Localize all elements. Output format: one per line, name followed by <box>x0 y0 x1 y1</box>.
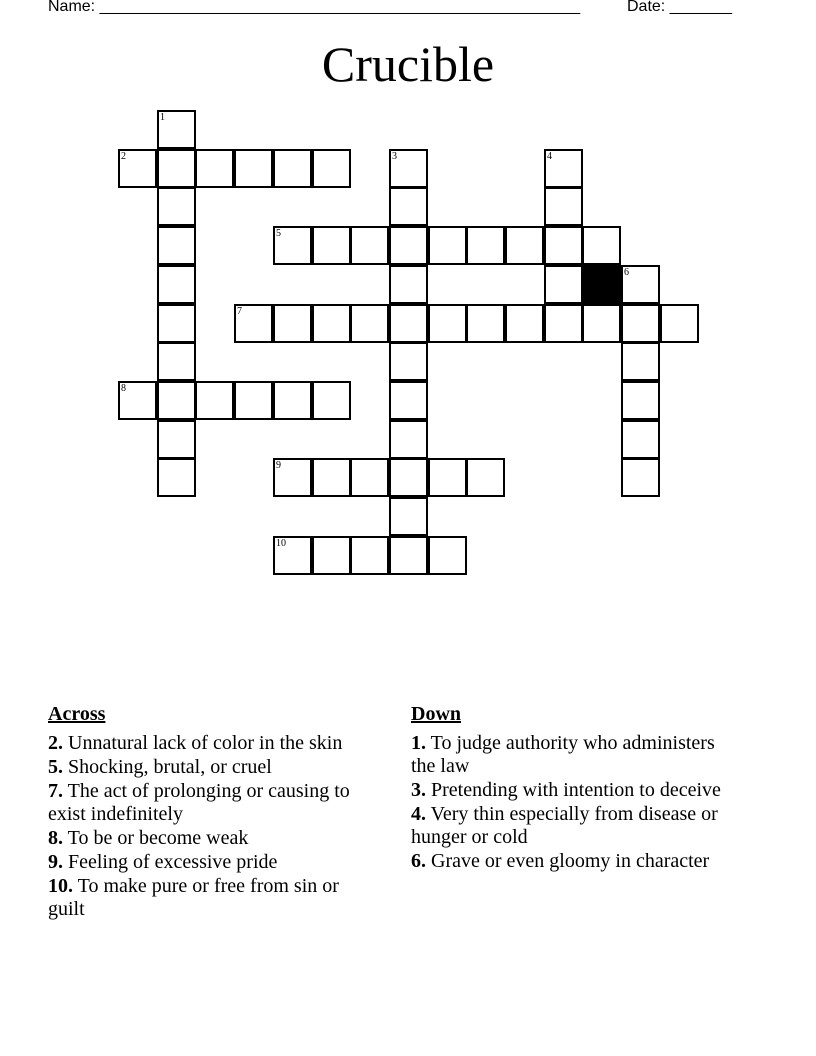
grid-cell <box>544 265 583 304</box>
clue-item <box>48 732 378 755</box>
grid-cell <box>234 304 273 343</box>
clue-number: 7 <box>237 306 242 317</box>
clue-text: Very thin especially from disease or hunger or cold <box>411 803 718 848</box>
grid-cell <box>312 536 351 575</box>
grid-cell <box>157 304 196 343</box>
grid-cell <box>157 226 196 265</box>
grid-cell <box>621 458 660 497</box>
down-heading: Down <box>411 703 462 725</box>
grid-cell <box>428 226 467 265</box>
grid-cell <box>621 381 660 420</box>
grid-cell <box>157 110 196 149</box>
grid-cell <box>428 458 467 497</box>
grid-cell <box>389 497 428 536</box>
clue-number-label: 8. <box>48 827 63 849</box>
grid-cell <box>273 458 312 497</box>
clue-text: The act of prolonging or causing to exist indefinitely <box>48 780 350 825</box>
grid-cell <box>389 381 428 420</box>
grid-cell <box>389 458 428 497</box>
clue-number: 6 <box>624 267 629 278</box>
grid-cell <box>621 265 660 304</box>
clue-item <box>411 779 731 802</box>
grid-cell <box>389 226 428 265</box>
grid-cell <box>389 265 428 304</box>
clue-item <box>48 780 378 826</box>
clue-number-label: 4. <box>411 803 426 825</box>
grid-cell <box>389 304 428 343</box>
clue-number: 2 <box>121 151 126 162</box>
grid-cell <box>350 536 389 575</box>
grid-cell <box>621 304 660 343</box>
clue-text: To judge authority who administers the law <box>411 732 715 777</box>
grid-cell <box>157 381 196 420</box>
grid-cell <box>621 342 660 381</box>
clue-item <box>48 875 378 921</box>
grid-cell <box>505 304 544 343</box>
clue-item <box>411 732 731 778</box>
grid-cell <box>312 226 351 265</box>
grid-cell <box>312 381 351 420</box>
down-clue-list <box>411 732 731 873</box>
grid-cell <box>234 381 273 420</box>
clue-item <box>48 756 378 779</box>
grid-cell <box>157 420 196 459</box>
grid-cell <box>312 458 351 497</box>
clue-text: To make pure or free from sin or guilt <box>48 875 339 920</box>
grid-cell <box>273 149 312 188</box>
clue-text: Shocking, brutal, or cruel <box>68 756 272 778</box>
grid-cell <box>544 149 583 188</box>
down-clues <box>411 703 731 874</box>
clue-number: 5 <box>276 228 281 239</box>
grid-cell <box>505 226 544 265</box>
clue-number-label: 6. <box>411 850 426 872</box>
clue-number: 9 <box>276 460 281 471</box>
clue-number-label: 5. <box>48 756 63 778</box>
clue-text: Unnatural lack of color in the skin <box>68 732 343 754</box>
grid-cell <box>466 226 505 265</box>
across-clue-list <box>48 732 378 921</box>
grid-cell <box>389 149 428 188</box>
grid-cell <box>389 420 428 459</box>
clue-number: 1 <box>160 112 165 123</box>
grid-cell <box>157 342 196 381</box>
across-clues <box>48 703 378 922</box>
clue-text: Feeling of excessive pride <box>68 851 278 873</box>
page-title: Crucible <box>321 36 495 92</box>
grid-cell <box>428 536 467 575</box>
clue-item <box>411 850 731 873</box>
grid-cell <box>312 149 351 188</box>
grid-cell <box>582 304 621 343</box>
grid-cell <box>157 149 196 188</box>
grid-cell <box>428 304 467 343</box>
grid-cell <box>157 187 196 226</box>
grid-cell <box>273 304 312 343</box>
clue-number-label: 9. <box>48 851 63 873</box>
grid-cell <box>350 226 389 265</box>
date-field-label: Date: _______ <box>627 0 732 15</box>
grid-cell <box>544 304 583 343</box>
grid-cell <box>389 342 428 381</box>
clue-number-label: 2. <box>48 732 63 754</box>
grid-cell <box>195 381 234 420</box>
grid-cell <box>582 226 621 265</box>
grid-cell <box>312 304 351 343</box>
clue-number: 10 <box>276 538 286 549</box>
grid-cell <box>350 304 389 343</box>
grid-cell <box>157 458 196 497</box>
grid-cell <box>621 420 660 459</box>
grid-cell <box>118 149 157 188</box>
grid-cell <box>544 187 583 226</box>
clue-number-label: 10. <box>48 875 73 897</box>
clue-item <box>48 827 378 850</box>
grid-cell <box>389 187 428 226</box>
across-heading: Across <box>48 703 106 725</box>
grid-cell <box>157 265 196 304</box>
name-field-label: Name: ______________________________________________________ <box>48 0 581 15</box>
grid-cell <box>273 381 312 420</box>
clue-item <box>411 803 731 849</box>
clue-number: 4 <box>547 151 552 162</box>
clue-text: Grave or even gloomy in character <box>431 850 710 872</box>
clue-text: To be or become weak <box>67 827 249 849</box>
clue-text: Pretending with intention to deceive <box>431 779 721 801</box>
grid-cell <box>389 536 428 575</box>
grid-cell <box>195 149 234 188</box>
grid-cell <box>466 304 505 343</box>
grid-cell <box>544 226 583 265</box>
grid-cell <box>273 536 312 575</box>
grid-cell <box>273 226 312 265</box>
clue-number-label: 3. <box>411 779 426 801</box>
grid-cell <box>118 381 157 420</box>
grid-cell <box>660 304 699 343</box>
clue-number: 3 <box>392 151 397 162</box>
clue-number: 8 <box>121 383 126 394</box>
black-cell <box>582 265 621 304</box>
clue-item <box>48 851 378 874</box>
clue-number-label: 1. <box>411 732 426 754</box>
grid-cell <box>350 458 389 497</box>
clue-number-label: 7. <box>48 780 63 802</box>
grid-cell <box>234 149 273 188</box>
grid-cell <box>466 458 505 497</box>
